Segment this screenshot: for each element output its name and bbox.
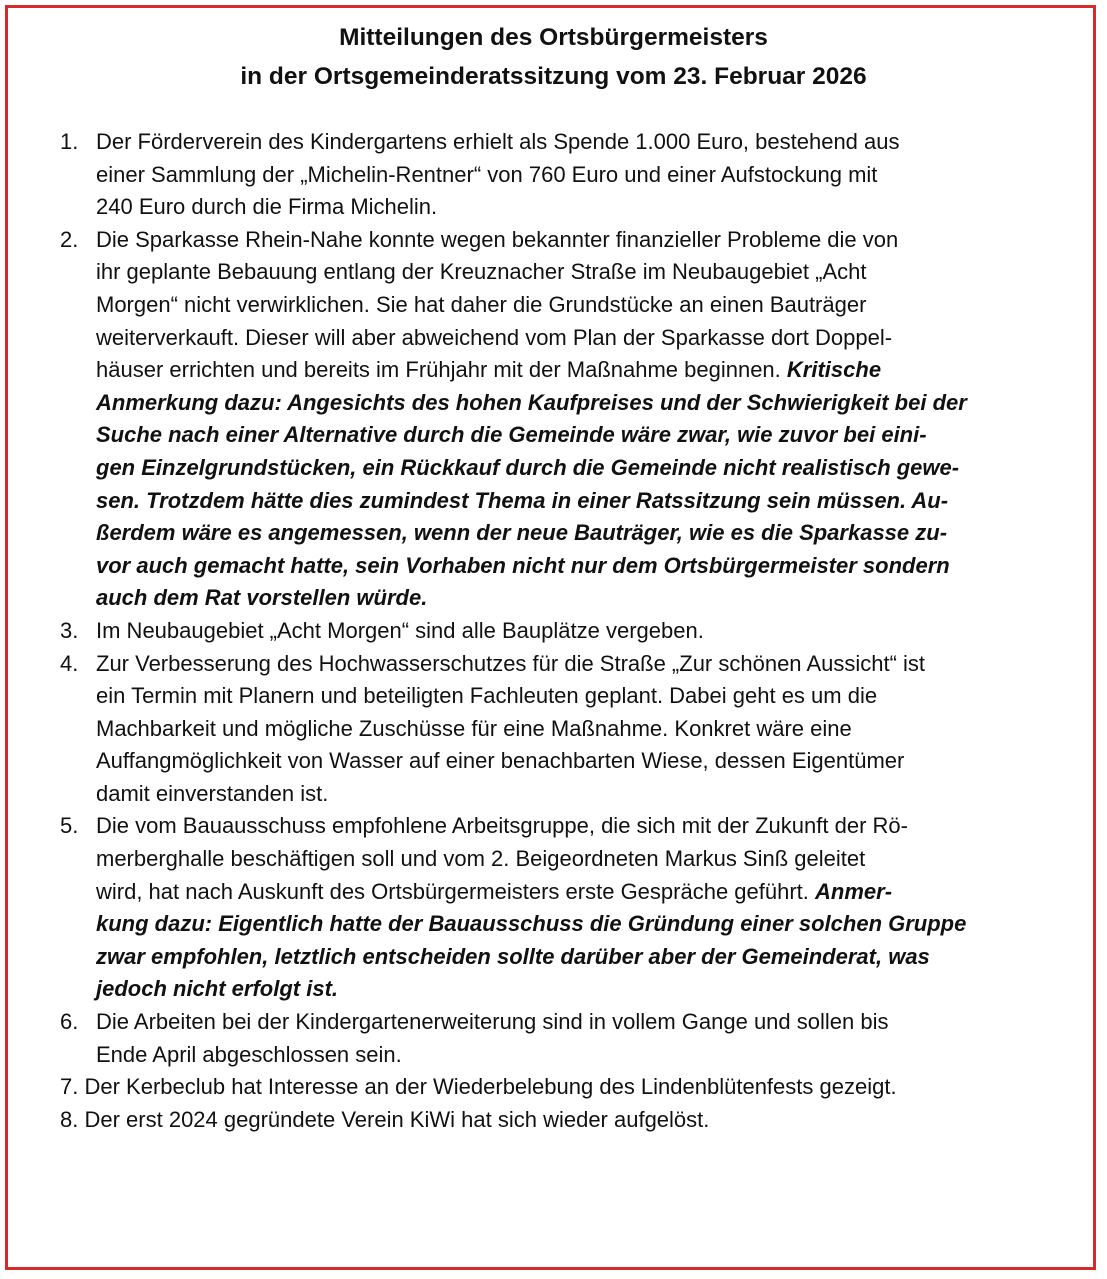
item-line: einer Sammlung der „Michelin-Rentner“ von 760 Euro und einer Aufstockung mit — [96, 161, 878, 187]
critical-note-start: Kritische — [786, 357, 882, 383]
critical-note-line: jedoch nicht erfolgt ist. — [96, 976, 339, 1002]
list-item-5 — [0, 810, 1107, 1006]
item-line: Machbarkeit und mögliche Zuschüsse für eine Maßnahme. Konkret wäre eine — [96, 715, 852, 741]
item-line: damit einverstanden ist. — [96, 780, 329, 806]
item-number: 4. — [60, 650, 79, 676]
item-number: 5. — [60, 813, 79, 839]
item-line-mixed — [96, 354, 1107, 387]
title-line-1: Mitteilungen des Ortsbürgermeisters — [339, 24, 768, 51]
critical-note-line: ßerdem wäre es angemessen, wenn der neue Bauträger, wie es die Sparkasse zu- — [96, 520, 948, 546]
announcement-list — [0, 126, 1107, 1136]
list-item-2 — [0, 224, 1107, 615]
item-line-text: wird, hat nach Auskunft des Ortsbürgermeisters erste Gespräche geführt. — [96, 878, 816, 904]
critical-note-line: sen. Trotzdem hätte dies zumindest Thema in einer Ratssitzung sein müssen. Au- — [96, 487, 949, 513]
list-item-6 — [0, 1006, 1107, 1071]
critical-note-start: Anmer- — [815, 878, 893, 904]
item-line: Ende April abgeschlossen sein. — [96, 1041, 402, 1067]
list-item-8 — [0, 1104, 1107, 1137]
item-line: Der Förderverein des Kindergartens erhielt als Spende 1.000 Euro, bestehend aus — [96, 129, 900, 154]
item-line: ihr geplante Bebauung entlang der Kreuznacher Straße im Neubaugebiet „Acht — [96, 259, 867, 285]
critical-note-line: gen Einzelgrundstücken, ein Rückkauf durch die Gemeinde nicht realistisch gewe- — [96, 454, 960, 480]
item-line: Zur Verbesserung des Hochwasserschutzes für die Straße „Zur schönen Aussicht“ ist — [96, 650, 926, 676]
list-item-1 — [0, 126, 1107, 224]
item-line: ein Termin mit Planern und beteiligten Fachleuten geplant. Dabei geht es um die — [96, 683, 878, 709]
critical-note-line: Suche nach einer Alternative durch die Gemeinde wäre zwar, wie zuvor bei eini- — [96, 422, 927, 448]
item-line: merberghalle beschäftigen soll und vom 2. Beigeordneten Markus Sinß geleitet — [96, 846, 866, 872]
item-line: weiterverkauft. Dieser will aber abweichend vom Plan der Sparkasse dort Doppel- — [96, 324, 893, 350]
critical-note-line: kung dazu: Eigentlich hatte der Bauausschuss die Gründung einer solchen Gruppe — [96, 911, 967, 937]
critical-note-line: vor auch gemacht hatte, sein Vorhaben nicht nur dem Ortsbürgermeister sondern — [96, 552, 950, 578]
item-line: Die vom Bauausschuss empfohlene Arbeitsgruppe, die sich mit der Zukunft der Rö- — [96, 813, 908, 839]
critical-note-line: Anmerkung dazu: Angesichts des hohen Kaufpreises und der Schwierigkeit bei der — [96, 389, 967, 415]
item-line-text: häuser errichten und bereits im Frühjahr mit der Maßnahme beginnen. — [96, 357, 787, 383]
item-number: 1. — [60, 129, 79, 154]
list-item-7 — [0, 1071, 1107, 1104]
item-line: Im Neubaugebiet „Acht Morgen“ sind alle Bauplätze vergeben. — [96, 617, 704, 643]
critical-note-line: auch dem Rat vorstellen würde. — [96, 585, 428, 611]
item-line: Die Sparkasse Rhein-Nahe konnte wegen bekannter finanzieller Probleme die von — [96, 226, 899, 252]
document-title — [0, 18, 1107, 96]
item-line: Die Arbeiten bei der Kindergartenerweiterung sind in vollem Gange und sollen bis — [96, 1009, 889, 1035]
list-item-4 — [0, 648, 1107, 811]
list-item-3 — [0, 615, 1107, 648]
item-text: Der Kerbeclub hat Interesse an der Wiederbelebung des Lindenblütenfests gezeigt. — [84, 1074, 897, 1100]
title-line-2: in der Ortsgemeinderatssitzung vom 23. Februar 2026 — [240, 63, 867, 90]
item-number: 7. — [60, 1074, 79, 1100]
item-line: Auffangmöglichkeit von Wasser auf einer benachbarten Wiese, dessen Eigentümer — [96, 748, 905, 774]
item-number: 6. — [60, 1009, 79, 1035]
item-number: 2. — [60, 226, 79, 252]
critical-note-line: zwar empfohlen, letztlich entscheiden sollte darüber aber der Gemeinderat, was — [96, 943, 930, 969]
item-text: Der erst 2024 gegründete Verein KiWi hat sich wieder aufgelöst. — [84, 1106, 710, 1132]
item-line: 240 Euro durch die Firma Michelin. — [96, 194, 438, 220]
item-line: Morgen“ nicht verwirklichen. Sie hat daher die Grundstücke an einen Bauträger — [96, 291, 867, 317]
item-number: 3. — [60, 617, 79, 643]
item-line-mixed — [96, 876, 1107, 909]
item-number: 8. — [60, 1106, 79, 1132]
